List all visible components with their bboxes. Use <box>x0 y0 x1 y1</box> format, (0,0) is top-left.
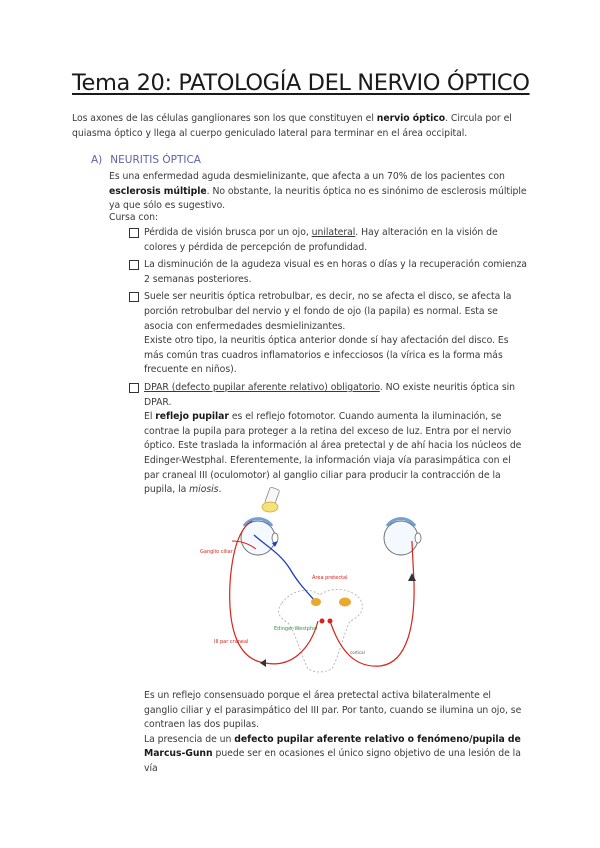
intro-bold: nervio óptico <box>376 113 446 124</box>
arrow-icon <box>260 659 266 667</box>
intro-text-end: . Circula por el quiasma óptico y llega al cuerpo geniculado lateral para terminar en el área occipital. <box>72 113 512 139</box>
item-text: La disminución de la agudeza visual es en horas o días y la recuperación comienza 2 semanas posteriores. <box>144 259 527 285</box>
right-eye-icon <box>384 519 421 555</box>
para1-text: Es una enfermedad aguda desmielinizante, que afecta a un 70% de los pacientes con <box>109 171 505 182</box>
edinger-westphal-left <box>320 619 325 624</box>
label-ganglio-ciliar: Ganglio ciliar <box>200 549 233 555</box>
after-diagram-text <box>144 689 527 777</box>
item-text: Suele ser neuritis óptica retrobulbar, es decir, no se afecta el disco, se afecta la porción retrobulbar del nervio y el fondo de ojo (la papila) es normal. Esta se asocia con enfermedades desmielinizantes. <box>144 291 512 332</box>
item-text-end: . Hay alteración en la visión de colores y pérdida de percepción de profundidad. <box>144 227 498 253</box>
item-text: Pérdida de visión brusca por un ojo, <box>144 227 312 238</box>
symptom-checklist <box>129 226 527 501</box>
list-item <box>129 290 527 378</box>
reflex-text: El <box>144 411 156 423</box>
pupillary-reflex-diagram <box>190 483 440 683</box>
checkbox-icon[interactable] <box>129 292 139 302</box>
reflex-em: miosis <box>189 484 219 496</box>
list-item <box>129 226 527 255</box>
marcus-gunn-paragraph <box>144 733 527 777</box>
para1-bold: esclerosis múltiple <box>109 185 207 197</box>
diagram-svg <box>190 483 440 683</box>
section-letter: A) <box>91 154 103 166</box>
neuritis-paragraph <box>109 170 527 214</box>
checkbox-icon[interactable] <box>129 383 139 393</box>
intro-paragraph <box>72 112 534 141</box>
item-text: . NO existe neuritis óptica sin DPAR. <box>144 381 516 408</box>
label-cortical: cortical <box>350 650 365 655</box>
section-label: NEURITIS ÓPTICA <box>110 154 201 166</box>
label-par-craneal: III par craneal <box>214 639 249 645</box>
checkbox-icon[interactable] <box>129 228 139 238</box>
edinger-westphal-right <box>328 619 333 624</box>
pretectal-nucleus-left <box>311 598 321 606</box>
para1-text-end: . No obstante, la neuritis óptica no es sinónimo de esclerosis múltiple ya que sólo es sugestivo. <box>109 185 527 212</box>
list-item <box>129 258 527 287</box>
item-underlined: DPAR (defecto pupilar aferente relativo) obligatorio <box>144 381 380 393</box>
mg-text-end: puede ser en ocasiones el único signo objetivo de una lesión de la vía <box>144 748 521 774</box>
intro-text: Los axones de las células ganglionares son los que constituyen el <box>72 113 377 124</box>
label-edinger-westphal: Edinger-Westphal <box>274 626 318 632</box>
list-item <box>129 381 527 498</box>
pretectal-nucleus-right <box>339 598 351 607</box>
checkbox-icon[interactable] <box>129 260 139 270</box>
cursa-label: Cursa con: <box>109 212 159 223</box>
reflex-bold: reflejo pupilar <box>155 411 229 423</box>
consensual-paragraph: Es un reflejo consensuado porque el área pretectal activa bilateralmente el ganglio ciliar y el parasimpático del III par. Por tanto, cuando se ilumina un ojo, se contraen las dos pupilas. <box>144 690 522 731</box>
mg-text: La presencia de un <box>144 733 235 745</box>
flashlight-icon <box>262 487 280 512</box>
label-area-pretectal: Área pretectal <box>312 575 348 581</box>
section-heading <box>91 154 201 166</box>
item-text-2: Existe otro tipo, la neuritis óptica anterior donde sí hay afectación del disco. Es más común tras cuadros inflamatorios e infecciosos (la vírica es la forma más frecuente en niños). <box>144 335 509 376</box>
arrow-icon <box>408 573 416 581</box>
page-title: Tema 20: PATOLOGÍA DEL NERVIO ÓPTICO <box>72 70 530 96</box>
item-underlined: unilateral <box>311 227 356 238</box>
mg-bold: defecto pupilar aferente relativo o fenómeno/pupila de Marcus-Gunn <box>144 733 521 760</box>
reflex-text-end: . <box>218 484 222 496</box>
reflex-text-2: es el reflejo fotomotor. Cuando aumenta la iluminación, se contrae la pupila para proteger a la retina del exceso de luz. Entra por el nervio óptico. Este traslada la información al área pretectal y de ahí hacia los núcleos de Edinger-Westphal. Eferentemente, la información viaja vía parasimpática con el par craneal III (oculomotor) al ganglio ciliar para producir la contracción de la pupila, la <box>144 411 522 496</box>
